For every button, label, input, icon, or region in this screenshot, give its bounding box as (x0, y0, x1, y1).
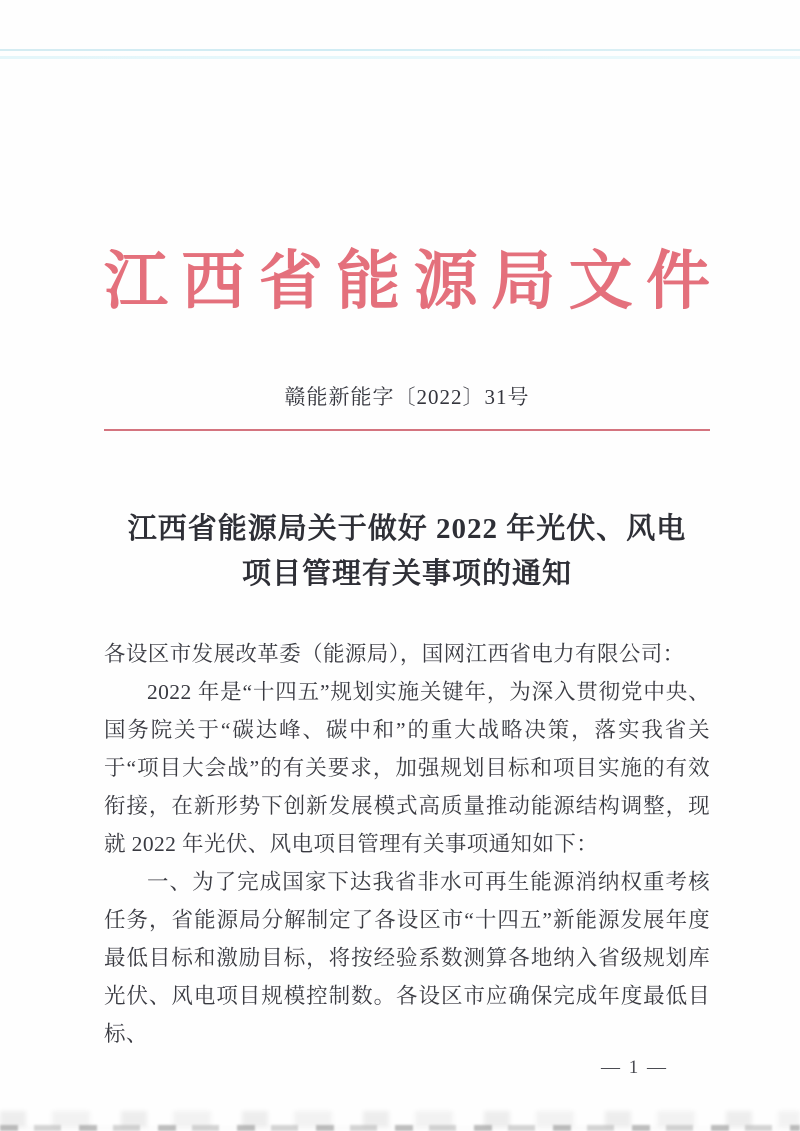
scan-edge-noise (0, 1125, 800, 1131)
body-paragraph: 2022 年是“十四五”规划实施关键年，为深入贯彻党中央、国务院关于“碳达峰、碳中和”的重大战略决策，落实我省关于“项目大会战”的有关要求，加强规划目标和项目实施的有效衔接，在新形势下创新发展模式高质量推动能源结构调整，现就 2022 年光伏、风电项目管理有关事项通知如下： (104, 679, 710, 856)
body-paragraph: 一、为了完成国家下达我省非水可再生能源消纳权重考核任务，省能源局分解制定了各设区市“十四五”新能源发展年度最低目标和激励目标，将按经验系数测算各地纳入省级规划库光伏、风电项目规模控制数。各设区市应确保完成年度最低目标、 (104, 869, 710, 1046)
document-reference-number: 赣能新能字〔2022〕31号 (284, 384, 530, 409)
agency-letterhead-title: 江西省能源局文件 (104, 246, 710, 317)
notice-title (104, 507, 710, 597)
salutation-line: 各设区市发展改革委（能源局），国网江西省电力有限公司： (104, 641, 685, 666)
notice-title-line1: 江西省能源局关于做好 2022 年光伏、风电 (127, 512, 687, 545)
document-content (104, 0, 710, 1079)
page-number: — 1 — (601, 1056, 668, 1078)
notice-title-line2: 项目管理有关事项的通知 (241, 557, 572, 590)
red-divider-rule (104, 429, 710, 431)
notice-body (104, 635, 710, 1053)
